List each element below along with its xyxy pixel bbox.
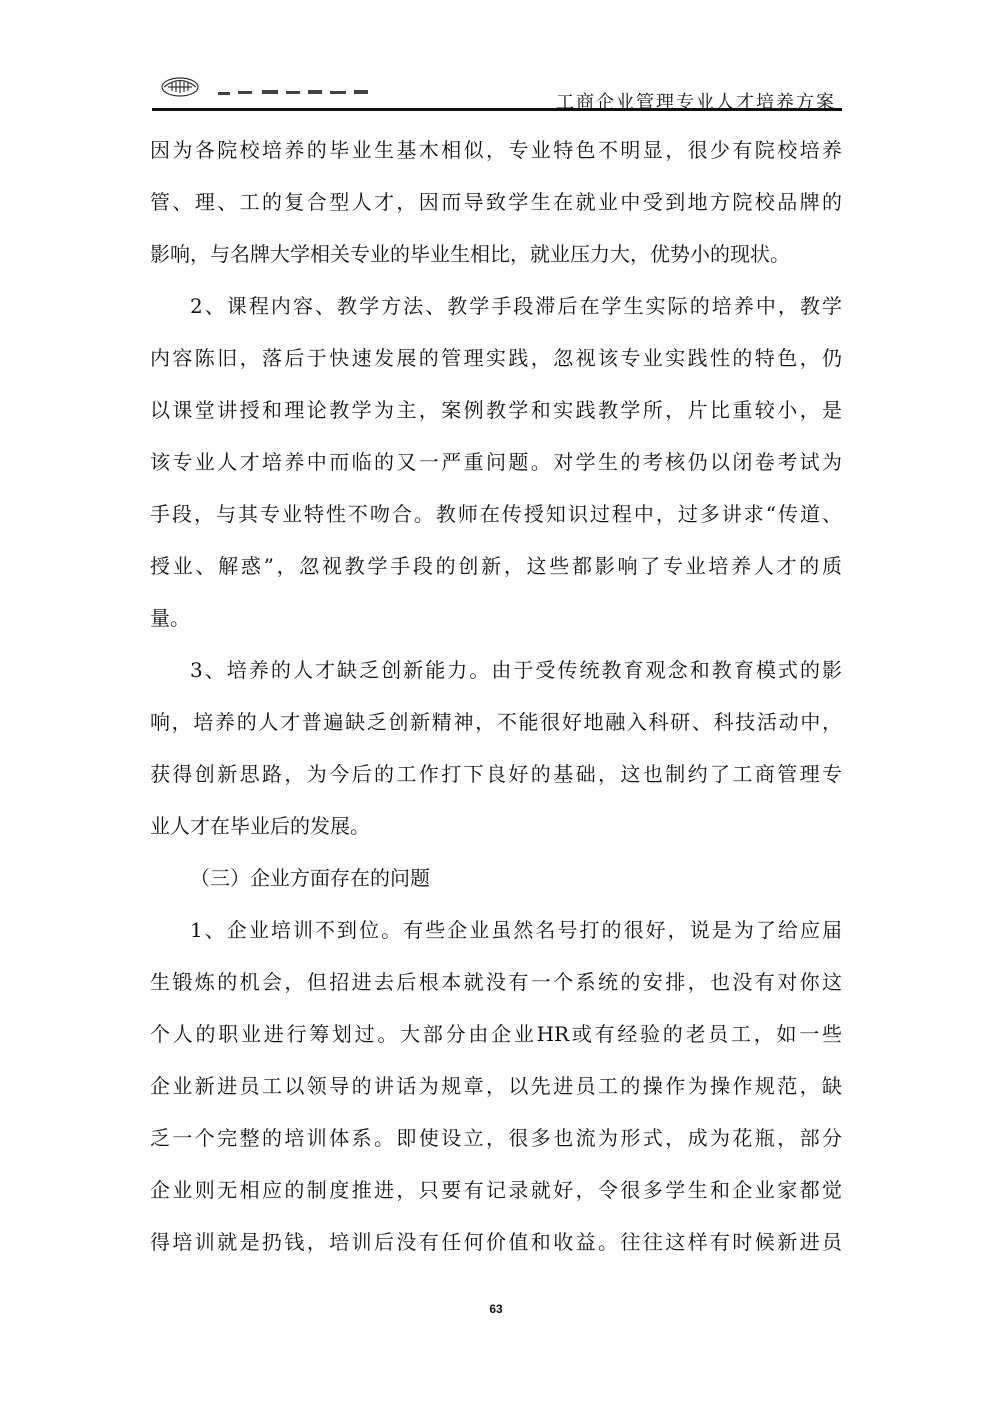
school-emblem-icon (158, 74, 388, 104)
text-line: 乏一个完整的培训体系。即使设立，很多也流为形式，成为花瓶，部分 (150, 1126, 842, 1150)
text-line: 得培训就是扔钱，培训后没有任何价值和收益。往往这样有时候新进员 (150, 1230, 842, 1254)
text-line: 授业、解惑”，忽视教学手段的创新，这些都影响了专业培养人才的质 (150, 554, 842, 578)
page-header (152, 68, 842, 114)
document-title: 工商企业管理专业人才培养方案 (556, 92, 836, 113)
text-line: 该专业人才培养中而临的又一严重问题。对学生的考核仍以闭卷考试为 (150, 450, 842, 474)
text-line: 内容陈旧，落后于快速发展的管理实践，忽视该专业实践性的特色，仍 (150, 346, 842, 370)
text-line: 1、企业培训不到位。有些企业虽然名号打的很好，说是为了给应届 (190, 918, 842, 942)
text-line: 生锻炼的机会，但招进去后根本就没有一个系统的安排，也没有对你这 (150, 970, 842, 994)
text-line: 获得创新思路，为今后的工作打下良好的基础，这也制约了工商管理专 (150, 762, 842, 786)
text-line: 个人的职业进行筹划过。大部分由企业HR或有经验的老员工，如一些 (150, 1022, 842, 1046)
text-line: 影响，与名牌大学相关专业的毕业生相比，就业压力大，优势小的现状。 (150, 242, 790, 266)
text-line: 业人才在毕业后的发展。 (150, 814, 370, 838)
text-line: 量。 (150, 606, 190, 630)
section-heading: （三）企业方面存在的问题 (190, 866, 430, 890)
text-line: 以课堂讲授和理论教学为主，案例教学和实践教学所，片比重较小，是 (150, 398, 842, 422)
text-line: 企业则无相应的制度推进，只要有记录就好，令很多学生和企业家都觉 (150, 1178, 842, 1202)
document-body (150, 124, 842, 1268)
text-line: 管、理、工的复合型人才，因而导致学生在就业中受到地方院校品牌的 (150, 190, 842, 214)
text-line: 响，培养的人才普遍缺乏创新精神，不能很好地融入科研、科技活动中， (150, 710, 842, 734)
text-line: 因为各院校培养的毕业生基木相似，专业特色不明显，很少有院校培养 (150, 138, 842, 162)
text-line: 3、培养的人才缺乏创新能力。由于受传统教育观念和教育模式的影 (190, 658, 842, 682)
header-rule (152, 108, 842, 111)
text-line: 企业新进员工以领导的讲话为规章，以先进员工的操作为操作规范，缺 (150, 1074, 842, 1098)
page-number: 63 (489, 1302, 503, 1316)
text-line: 手段，与其专业特性不吻合。教师在传授知识过程中，过多讲求“传道、 (150, 502, 842, 526)
text-line: 2、课程内容、教学方法、教学手段滞后在学生实际的培养中，教学 (190, 294, 842, 318)
